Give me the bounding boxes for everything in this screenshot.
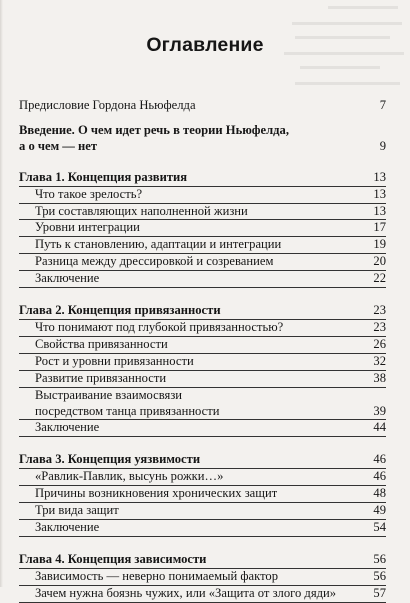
toc-section-page: 23 bbox=[373, 319, 386, 334]
toc-section[interactable] bbox=[19, 520, 386, 537]
toc-section-page: 19 bbox=[373, 237, 386, 252]
toc-section[interactable] bbox=[19, 569, 386, 586]
toc-section-title: Уровни интеграции bbox=[35, 220, 140, 235]
toc-section[interactable] bbox=[19, 187, 386, 204]
toc-chapter-1[interactable] bbox=[19, 170, 386, 187]
table-of-contents bbox=[19, 98, 386, 603]
toc-chapter-4[interactable] bbox=[19, 552, 386, 569]
toc-section[interactable] bbox=[19, 220, 386, 237]
toc-section-page: 56 bbox=[373, 568, 386, 583]
toc-section-page: 46 bbox=[373, 469, 386, 484]
toc-section-page: 17 bbox=[373, 220, 386, 235]
page-title: Оглавление bbox=[146, 34, 264, 56]
toc-section-title: Причины возникновения хронических защит bbox=[35, 486, 278, 501]
toc-entry-page: 7 bbox=[379, 98, 386, 112]
toc-section-title: Рост и уровни привязанности bbox=[35, 353, 194, 368]
toc-section[interactable] bbox=[19, 254, 386, 271]
toc-entry-page: 9 bbox=[379, 138, 386, 153]
toc-chapter-title: Глава 4. Концепция зависимости bbox=[19, 551, 207, 566]
toc-section-page: 44 bbox=[373, 420, 386, 435]
toc-chapter-page: 46 bbox=[373, 452, 386, 467]
toc-section-title: Заключение bbox=[35, 271, 100, 286]
toc-chapter-2[interactable] bbox=[19, 303, 386, 320]
toc-section-title: Развитие привязанности bbox=[35, 370, 167, 385]
toc-section[interactable] bbox=[19, 371, 386, 388]
toc-chapter-title: Глава 2. Концепция привязанности bbox=[19, 303, 221, 318]
toc-section-page: 38 bbox=[373, 370, 386, 385]
toc-section-page: 49 bbox=[373, 503, 386, 518]
toc-section[interactable] bbox=[19, 237, 386, 254]
toc-section-title: Заключение bbox=[35, 420, 100, 435]
toc-chapter-page: 23 bbox=[373, 303, 386, 318]
toc-section-title: «Равлик-Павлик, высунь рожки…» bbox=[35, 469, 224, 484]
toc-section[interactable] bbox=[19, 503, 386, 520]
toc-section-page: 32 bbox=[373, 353, 386, 368]
toc-section[interactable] bbox=[19, 337, 386, 354]
toc-entry-title: Предисловие Гордона Ньюфелда bbox=[19, 98, 196, 112]
toc-section-page: 13 bbox=[373, 203, 386, 218]
toc-section[interactable] bbox=[19, 586, 386, 603]
toc-section-page: 22 bbox=[373, 271, 386, 286]
page-edge-shadow bbox=[0, 0, 3, 587]
toc-section[interactable] bbox=[19, 271, 386, 288]
toc-entry-preface[interactable] bbox=[19, 98, 386, 114]
toc-section-page: 20 bbox=[373, 254, 386, 269]
toc-section-page: 48 bbox=[373, 486, 386, 501]
toc-chapter-title: Глава 1. Концепция развития bbox=[19, 169, 188, 184]
toc-section-title: Заключение bbox=[35, 519, 100, 534]
toc-section[interactable] bbox=[19, 404, 386, 421]
toc-section-page: 39 bbox=[373, 403, 386, 418]
toc-section-title: Что понимают под глубокой привязанностью? bbox=[35, 319, 284, 334]
toc-entry-title: Введение. О чем идет речь в теории Ньюфелда, bbox=[19, 122, 289, 137]
toc-section-title: Разница между дрессировкой и созреванием bbox=[35, 254, 274, 269]
toc-chapter-title: Глава 3. Концепция уязвимости bbox=[19, 452, 201, 467]
toc-section-title-cont: посредством танца привязанности bbox=[35, 403, 220, 418]
toc-section-title: Путь к становлению, адаптации и интеграции bbox=[35, 237, 282, 252]
toc-section[interactable] bbox=[19, 469, 386, 486]
toc-chapter-page: 56 bbox=[373, 551, 386, 566]
toc-section[interactable] bbox=[19, 388, 386, 404]
toc-section-title: Зачем нужна боязнь чужих, или «Защита от злого дяди» bbox=[35, 585, 337, 600]
toc-section[interactable] bbox=[19, 486, 386, 503]
toc-section-page: 13 bbox=[373, 186, 386, 201]
toc-chapter-3[interactable] bbox=[19, 452, 386, 469]
toc-section[interactable] bbox=[19, 320, 386, 337]
toc-chapter-page: 13 bbox=[373, 169, 386, 184]
toc-section-title: Зависимость — неверно понимаемый фактор bbox=[35, 568, 279, 583]
toc-section[interactable] bbox=[19, 420, 386, 437]
toc-entry-title-cont: а о чем — нет bbox=[19, 138, 98, 153]
toc-section-title: Выстраивание взаимосвязи bbox=[35, 387, 183, 402]
toc-section-page: 26 bbox=[373, 336, 386, 351]
toc-section-page: 54 bbox=[373, 519, 386, 534]
toc-section-title: Три составляющих наполненной жизни bbox=[35, 203, 248, 218]
toc-section-title: Свойства привязанности bbox=[35, 336, 168, 351]
toc-section-title: Три вида защит bbox=[35, 503, 119, 518]
toc-section[interactable] bbox=[19, 204, 386, 221]
toc-section[interactable] bbox=[19, 354, 386, 371]
toc-entry-intro[interactable] bbox=[19, 123, 386, 155]
toc-section-title: Что такое зрелость? bbox=[35, 186, 143, 201]
toc-section-page: 57 bbox=[373, 585, 386, 600]
